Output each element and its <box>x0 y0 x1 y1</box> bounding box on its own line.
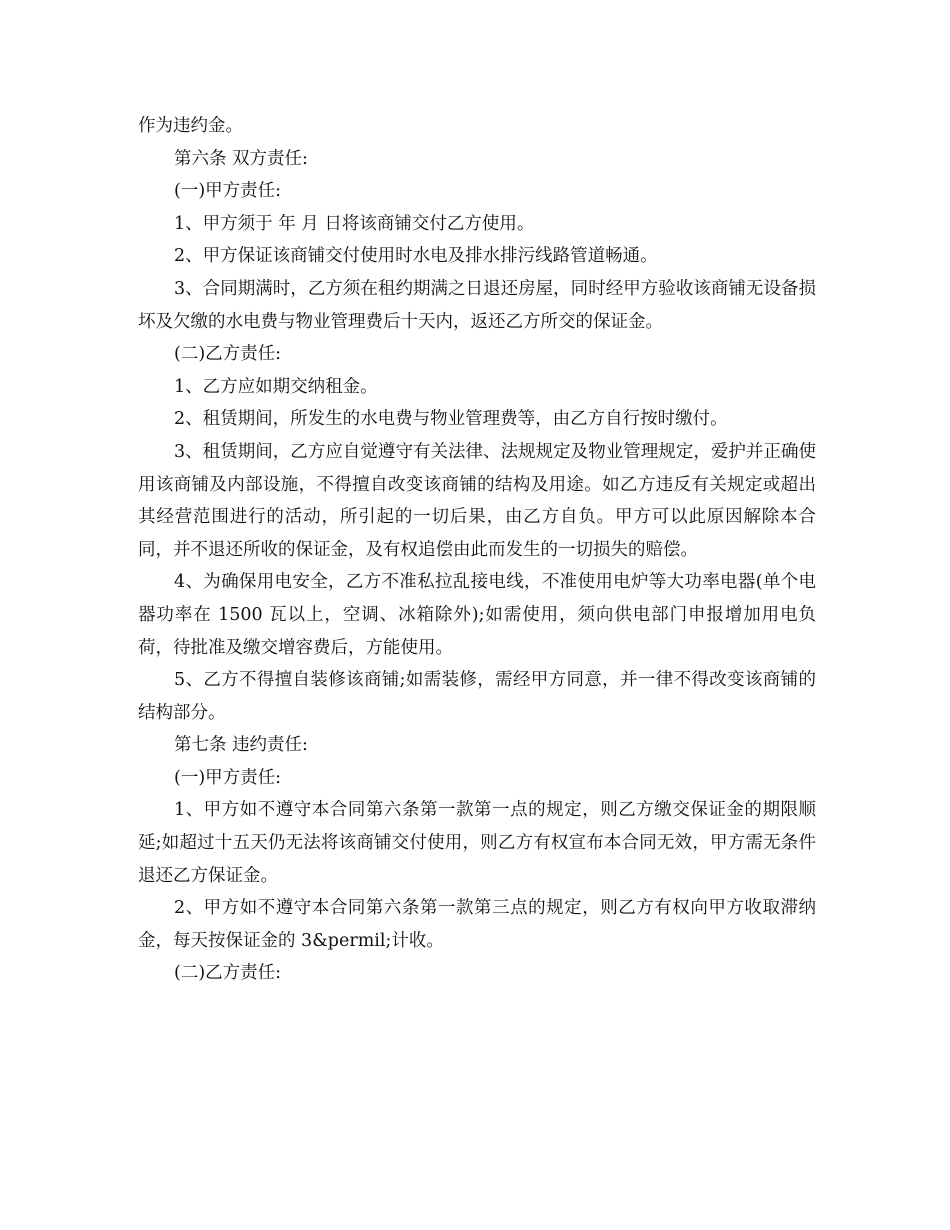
clause: 3、合同期满时，乙方须在租约期满之日退还房屋，同时经甲方验收该商铺无设备损坏及欠缴的水电费与物业管理费后十天内，返还乙方所交的保证金。 <box>138 278 816 332</box>
document-body <box>138 110 816 990</box>
clause: 1、甲方须于 年 月 日将该商铺交付乙方使用。 <box>174 213 535 234</box>
section-heading: (二)乙方责任: <box>174 344 282 365</box>
paragraph: 作为违约金。 <box>138 116 243 136</box>
clause: 3、租赁期间，乙方应自觉遵守有关法律、法规规定及物业管理规定，爱护并正确使用该商铺及内部设施，不得擅自改变该商铺的结构及用途。如乙方违反有关规定或超出其经营范围进行的活动，所引起的一切后果，由乙方自负。甲方可以此原因解除本合同，并不退还所收的保证金，及有权追偿由此而发生的一切损失的赔偿。 <box>138 441 816 560</box>
clause: 2、甲方保证该商铺交付使用时水电及排水排污线路管道畅通。 <box>174 246 658 267</box>
section-heading: (一)甲方责任: <box>174 767 282 788</box>
article-heading: 第七条 违约责任: <box>174 735 308 756</box>
clause: 5、乙方不得擅自装修该商铺;如需装修，需经甲方同意，并一律不得改变该商铺的结构部分。 <box>138 670 816 723</box>
clause: 2、租赁期间，所发生的水电费与物业管理费等，由乙方自行按时缴付。 <box>174 409 728 430</box>
clause: 1、甲方如不遵守本合同第六条第一款第一点的规定，则乙方缴交保证金的期限顺延;如超过十五天仍无法将该商铺交付使用，则乙方有权宣布本合同无效，甲方需无条件退还乙方保证金。 <box>138 800 816 886</box>
clause: 1、乙方应如期交纳租金。 <box>174 376 378 397</box>
clause: 2、甲方如不遵守本合同第六条第一款第三点的规定，则乙方有权向甲方收取滞纳金，每天按保证金的 3&permil;计收。 <box>138 898 816 951</box>
article-heading: 第六条 双方责任: <box>174 148 308 169</box>
section-heading: (一)甲方责任: <box>174 181 282 202</box>
section-heading: (二)乙方责任: <box>174 963 282 984</box>
clause: 4、为确保用电安全，乙方不准私拉乱接电线，不准使用电炉等大功率电器(单个电器功率在 1500 瓦以上，空调、冰箱除外);如需使用，须向供电部门申报增加用电负荷，待批准及缴交增容费后，方能使用。 <box>138 572 816 658</box>
